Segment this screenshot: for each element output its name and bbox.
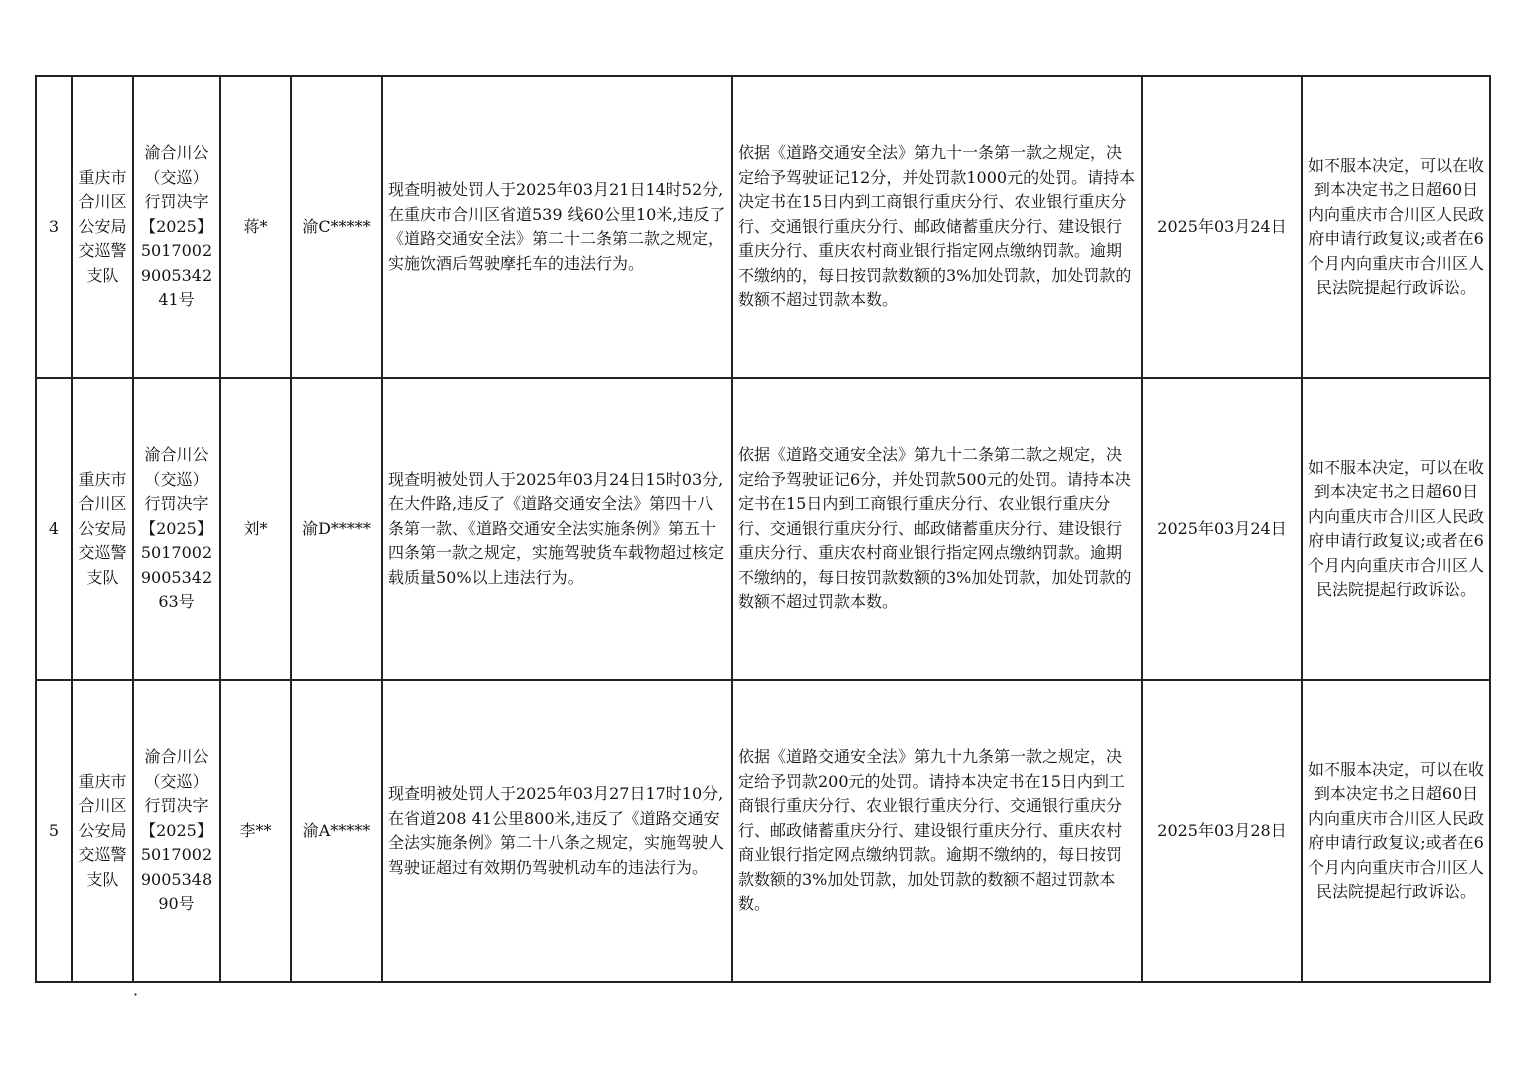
footer-mark: · — [133, 985, 139, 1004]
penalized-person: 蒋* — [220, 76, 291, 378]
legal-remedy: 如不服本决定，可以在收到本决定书之日超60日内向重庆市合川区人民政府申请行政复议;或者在6个月内向重庆市合川区人民法院提起行政诉讼。 — [1302, 680, 1490, 982]
penalty-basis: 依据《道路交通安全法》第九十九条第一款之规定，决定给予罚款200元的处罚。请持本决定书在15日内到工商银行重庆分行、农业银行重庆分行、交通银行重庆分行、邮政储蓄重庆分行、建设银行重庆分行、重庆农村商业银行指定网点缴纳罚款。逾期不缴纳的，每日按罚款数额的3%加处罚款，加处罚款的数额不超过罚款本数。 — [732, 680, 1142, 982]
issuing-authority: 重庆市合川区公安局交巡警支队 — [72, 76, 133, 378]
violation-facts: 现查明被处罚人于2025年03月27日17时10分,在省道208 41公里800米,违反了《道路交通安全法实施条例》第二十八条之规定，实施驾驶人驾驶证超过有效期仍驾驶机动车的违法行为。 — [382, 680, 732, 982]
penalty-basis: 依据《道路交通安全法》第九十二条第二款之规定，决定给予驾驶证记6分，并处罚款500元的处罚。请持本决定书在15日内到工商银行重庆分行、农业银行重庆分行、交通银行重庆分行、邮政储蓄重庆分行、建设银行重庆分行、重庆农村商业银行指定网点缴纳罚款。逾期不缴纳的，每日按罚款数额的3%加处罚款，加处罚款的数额不超过罚款本数。 — [732, 378, 1142, 680]
row-number: 4 — [36, 378, 72, 680]
legal-remedy: 如不服本决定，可以在收到本决定书之日超60日内向重庆市合川区人民政府申请行政复议;或者在6个月内向重庆市合川区人民法院提起行政诉讼。 — [1302, 76, 1490, 378]
violation-facts: 现查明被处罚人于2025年03月21日14时52分,在重庆市合川区省道539 线60公里10米,违反了《道路交通安全法》第二十二条第二款之规定，实施饮酒后驾驶摩托车的违法行为。 — [382, 76, 732, 378]
decision-document-number: 渝合川公（交巡）行罚决字【2025】5017002900534263号 — [133, 378, 220, 680]
penalty-table — [35, 75, 1491, 983]
license-plate: 渝D***** — [291, 378, 382, 680]
row-number: 5 — [36, 680, 72, 982]
table-row — [36, 680, 1490, 982]
row-number: 3 — [36, 76, 72, 378]
table-row — [36, 76, 1490, 378]
penalized-person: 李** — [220, 680, 291, 982]
penalized-person: 刘* — [220, 378, 291, 680]
decision-document-number: 渝合川公（交巡）行罚决字【2025】5017002900534890号 — [133, 680, 220, 982]
decision-date: 2025年03月24日 — [1142, 378, 1302, 680]
violation-facts: 现查明被处罚人于2025年03月24日15时03分,在大件路,违反了《道路交通安全法》第四十八条第一款、《道路交通安全法实施条例》第五十四条第一款之规定，实施驾驶货车载物超过核定载质量50%以上违法行为。 — [382, 378, 732, 680]
decision-date: 2025年03月28日 — [1142, 680, 1302, 982]
legal-remedy: 如不服本决定，可以在收到本决定书之日超60日内向重庆市合川区人民政府申请行政复议;或者在6个月内向重庆市合川区人民法院提起行政诉讼。 — [1302, 378, 1490, 680]
table-row — [36, 378, 1490, 680]
issuing-authority: 重庆市合川区公安局交巡警支队 — [72, 680, 133, 982]
license-plate: 渝C***** — [291, 76, 382, 378]
decision-date: 2025年03月24日 — [1142, 76, 1302, 378]
decision-document-number: 渝合川公（交巡）行罚决字【2025】5017002900534241号 — [133, 76, 220, 378]
issuing-authority: 重庆市合川区公安局交巡警支队 — [72, 378, 133, 680]
penalty-basis: 依据《道路交通安全法》第九十一条第一款之规定，决定给予驾驶证记12分，并处罚款1000元的处罚。请持本决定书在15日内到工商银行重庆分行、农业银行重庆分行、交通银行重庆分行、邮政储蓄重庆分行、建设银行重庆分行、重庆农村商业银行指定网点缴纳罚款。逾期不缴纳的，每日按罚款数额的3%加处罚款，加处罚款的数额不超过罚款本数。 — [732, 76, 1142, 378]
license-plate: 渝A***** — [291, 680, 382, 982]
